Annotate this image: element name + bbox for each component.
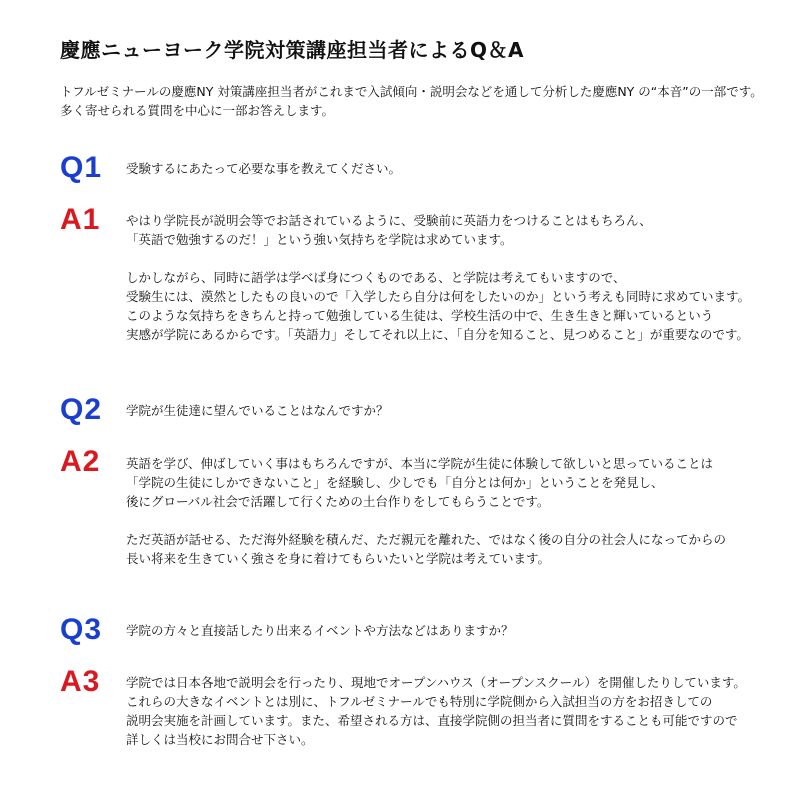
answer-label: A2 xyxy=(60,445,101,478)
page-title: 慶應ニューヨーク学院対策講座担当者によるQ＆A xyxy=(60,38,524,62)
answer-label: A1 xyxy=(60,203,101,236)
intro-text xyxy=(60,82,763,120)
question-text: 受験するにあたって必要な事を教えてください。 xyxy=(126,161,402,176)
answer-text: 英語を学び、伸ばしていく事はもちろんですが、本当に学院が生徒に体験して欲しいと思っていることは 「学院の生徒にしかできないこと」を経験し、少しでも「自分とは何か」ということを発見し、 後にグローバル社会で活躍して行くための土台作りをしてもらうことです。 ただ英語が話せる、ただ海外経験を積んだ、ただ親元を離れた、ではなく後の自分の社会人になってからの 長い将来を生きていく強さを身に着けてもらいたいと学院は考えています。 xyxy=(126,456,727,566)
intro-line: 多く寄せられる質問を中心に一部お答えします。 xyxy=(60,103,335,118)
answer-text: 学院では日本各地で説明会を行ったり、現地でオープンハウス（オープンスクール）を開催したりしています。 これらの大きなイベントとは別に、トフルゼミナールでも特別に学院側から入試担当の方をお招きしての 説明会実施を計画しています。また、希望される方は、直接学院側の担当者に質問をすることも可能ですので 詳しくは当校にお問合せ下さい。 xyxy=(126,675,746,747)
answer-text: やはり学院長が説明会等でお話されているように、受験前に英語力をつけることはもちろん、 「英語で勉強するのだ！」という強い気持ちを学院は求めています。 しかしながら、同時に語学は学べば身につくものである、と学院は考えてもいますので、 受験生には、漠然としたもの良いので「入学したら自分は何をしたいのか」という考えも同時に求めています。 このような気持ちをきちんと持って勉強している生徒は、学校生活の中で、生き生きと輝いているという 実感が学院にあるからです。「英語力」そしてそれ以上に、「自分を知ること、見つめること」が重要なのです。 xyxy=(126,213,751,342)
answer-label: A3 xyxy=(60,665,101,698)
intro-line: トフルゼミナールの慶應NY 対策講座担当者がこれまで入試傾向・説明会などを通して分析した慶應NY の“本音”の一部です。 xyxy=(60,84,763,99)
question-label: Q2 xyxy=(60,393,103,426)
question-text: 学院の方々と直接話したり出来るイベントや方法などはありますか？ xyxy=(126,623,514,638)
question-label: Q3 xyxy=(60,613,103,646)
question-label: Q1 xyxy=(60,151,103,184)
question-text: 学院が生徒達に望んでいることはなんですか？ xyxy=(126,403,389,418)
